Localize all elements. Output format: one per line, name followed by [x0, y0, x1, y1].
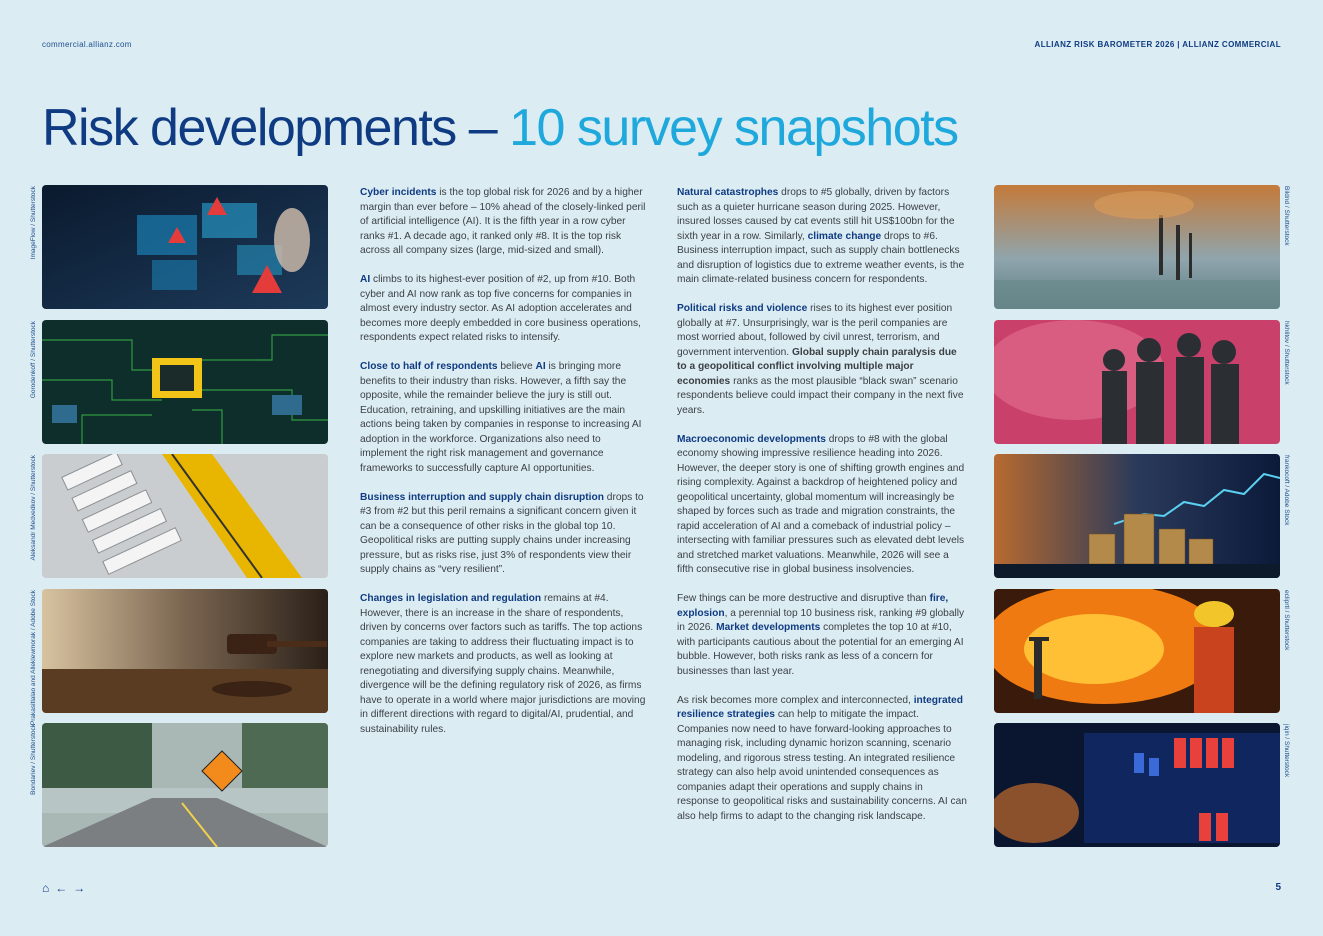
photo-circuit-board: [42, 320, 328, 444]
paragraph-political: [677, 302, 967, 418]
title-separator: –: [455, 99, 510, 157]
photo-credit-10: jiqin / Shutterstock: [1283, 724, 1290, 778]
site-url[interactable]: commercial.allianz.com: [42, 40, 132, 49]
photo-riot-police: [994, 320, 1280, 444]
key-term: integrated resilience strategies: [677, 694, 963, 720]
photo-smokestacks: [994, 185, 1280, 309]
paragraph-fire-market: [677, 592, 967, 679]
photo-credit-5: Bondariev / Shutterstock: [30, 724, 37, 795]
photo-stock-ticker: [994, 723, 1280, 847]
paragraph-text: can help to mitigate the impact. Companies now need to have forward-looking approaches to managing risk, including dynamic horizon scanning, scenario modeling, and rigorous stress testing. An integrated resilience strategy can also help avoid unintended consequences as companies adapt their operations and supply chains in response to geopolitical risks and sustainability concerns. AI can also help firms to adapt to the changing risk landscape.: [677, 709, 967, 822]
photo-firefighter: [994, 589, 1280, 713]
text-column-left: [360, 186, 650, 752]
key-term: Natural catastrophes: [677, 187, 779, 198]
key-term: Changes in legislation and regulation: [360, 593, 542, 604]
text-column-right: [677, 186, 967, 839]
key-term: climate change: [807, 230, 882, 242]
key-term: Business interruption and supply chain disruption: [360, 491, 604, 503]
key-term: Political risks and violence: [677, 303, 808, 314]
page-number: 5: [1275, 882, 1281, 893]
paragraph-text: ranks as the most plausible “black swan” scenario respondents believe could impact their company in the next five years.: [677, 375, 964, 416]
photo-credit-1: ImageFlow / Shutterstock: [30, 186, 37, 260]
paragraph-text: believe: [497, 361, 536, 372]
paragraph-text: Few things can be more destructive and disruptive than: [677, 593, 930, 604]
title-part-2: 10 survey snapshots: [509, 99, 958, 157]
paragraph-text: , a perennial top 10 business risk, ranking #9 globally in 2026.: [677, 607, 965, 633]
arrow-right-icon[interactable]: →: [73, 881, 86, 895]
bold-phrase: Global supply chain paralysis due to a geopolitical conflict involving multiple major economies: [677, 346, 957, 387]
paragraph-cyber: [360, 186, 650, 259]
paragraph-macro: [677, 433, 967, 578]
footer-nav: [42, 881, 85, 895]
photo-credit-3: Aleksandr Medvedkov / Shutterstock: [30, 455, 37, 561]
paragraph-text: rises to its highest ever position globally at #7. Unsurprisingly, war is the peril companies are most worried about, followed by civil unrest, terrorism, and government intervention.: [677, 303, 953, 358]
paragraph-text: drops to #3 from #2 but this peril remains a significant concern given it can be a consequence of other risks in the global top 10. Geopolitical risks are putting supply chains under increasing pressure, but as risks rise, just 3% of respondents view their supply chains as “very resilient”.: [360, 491, 644, 575]
paragraph-business-interruption: [360, 491, 650, 578]
paragraph-text: As risk becomes more complex and interconnected,: [677, 694, 914, 706]
photo-flooded-road: [42, 723, 328, 847]
publication-title: ALLIANZ RISK BAROMETER 2026 | ALLIANZ COMMERCIAL: [1034, 40, 1281, 49]
paragraph-ai-benefits: [360, 360, 650, 476]
photo-trucks-dock: [42, 454, 328, 578]
photo-credit-2: Gorodenkoff / Shutterstock: [30, 321, 37, 399]
photo-gavel: [42, 589, 328, 713]
key-term: fire, explosion: [677, 593, 949, 619]
photo-credit-6: Bildnd / Shutterstock: [1283, 186, 1290, 246]
key-term: AI: [535, 361, 546, 372]
paragraph-ai: [360, 273, 650, 346]
photo-coins-chart: [994, 454, 1280, 578]
paragraph-text: climbs to its highest-ever position of #2, up from #10. Both cyber and AI now rank as top five concerns for companies in almost every industry sector. As AI adoption accelerates and becomes more deeply embedded in core business operations, respondents expect related risks to intensify.: [360, 274, 641, 343]
paragraph-resilience: [677, 694, 967, 825]
paragraph-text: is bringing more benefits to their industry than risks. However, a fifth say the opposite, while the remainder believe the jury is still out. Education, retraining, and upskilling initiatives are the main actions being taken by companies in response to increasing AI adoption in the workforce. Organizations also need to implement the right risk management and governance frameworks to successfully capture AI opportunities.: [360, 361, 642, 474]
paragraph-text: drops to #5 globally, driven by factors such as a quieter hurricane season during 2025. However, insured losses caused by cat events still hit US$100bn for the sixth year in a row. Similarly,: [677, 187, 955, 242]
paragraph-text: drops to #8 with the global economy showing impressive resilience heading into 2026. However, the deeper story is one of shifting growth engines and rising complexity. Against a backdrop of heightened policy and geopolitical uncertainty, global momentum will increasingly be shaped by forces such as trade and migration constraints, the rapid acceleration of AI and a comeback of industrial policy – intersecting with familiar pressures such as elevated debt levels and stretched market valuations. Meanwhile, 2026 will see a fifth consecutive rise in global business insolvencies.: [677, 433, 965, 575]
key-term: Market developments: [716, 622, 821, 633]
paragraph-natcat: [677, 186, 967, 288]
key-term: Macroeconomic developments: [677, 433, 826, 445]
paragraph-legislation: [360, 592, 650, 737]
photo-credit-8: frankocoft / Adobe Stock: [1283, 455, 1290, 526]
key-term: Close to half of respondents: [360, 361, 498, 372]
photo-credit-9: ecliprtl / Shutterstock: [1283, 590, 1290, 651]
home-icon[interactable]: ⌂: [42, 881, 50, 895]
paragraph-text: is the top global risk for 2026 and by a higher margin than ever before – 10% ahead of the closely-linked peril of artificial intelligence (AI). It is the fifth year in a row cyber ranks #1. A decade ago, it ranked only #8. It is the top risk across all company sizes (large, mid-sized and small).: [360, 187, 646, 256]
title-part-1: Risk developments: [42, 99, 456, 157]
key-term: Cyber incidents: [360, 187, 437, 198]
photo-credit-7: hkhlitov / Shutterstock: [1283, 321, 1290, 385]
paragraph-text: drops to #6. Business interruption impact, such as supply chain bottlenecks and disruption of logistics due to extreme weather events, is the main climate-related business concern for respondents.: [677, 230, 965, 285]
paragraph-text: remains at #4. However, there is an increase in the share of respondents, driven by concerns over factors such as tariffs. The top actions companies are taking to address their fluctuating impact is to explore new markets and products, as well as looking at renegotiating and diversifying supply chains. Meanwhile, divergence will be the defining regulatory risk of 2026, as firms have to operate in a world where major jurisdictions are moving in different directions with regard to digital/AI, prudential, and sustainability rules.: [360, 593, 646, 735]
key-term: AI: [360, 274, 371, 285]
page-title: [42, 96, 958, 160]
photo-cyber-warning: [42, 185, 328, 309]
photo-credit-4: Prakasitlalao and Alleklewmorak / Adobe Stock: [30, 590, 37, 726]
paragraph-text: completes the top 10 at #10, with participants cautious about the potential for an emerging AI bubble. However, both risks rank as less of a concern for businesses than last year.: [677, 622, 964, 677]
arrow-left-icon[interactable]: ←: [55, 881, 68, 895]
